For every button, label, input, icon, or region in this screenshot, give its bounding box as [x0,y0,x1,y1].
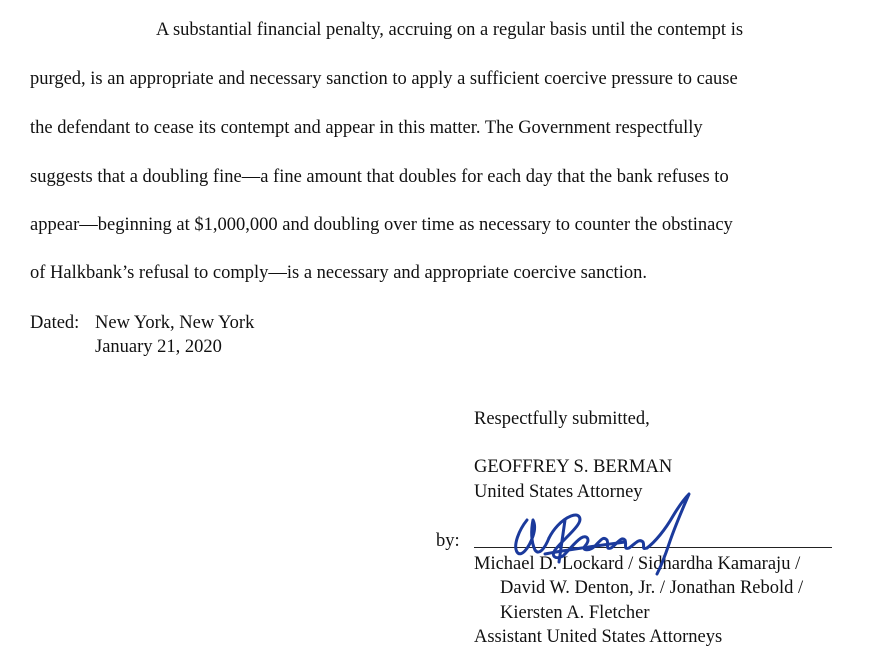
dated-place: New York, New York [95,313,255,333]
signer-line-3: Kiersten A. Fletcher [500,603,650,623]
signer-line-1: Michael D. Lockard / Sidhardha Kamaraju / [474,554,801,574]
paragraph-line-5: appear—beginning at $1,000,000 and doubling over time as necessary to counter the obstinacy [30,215,733,235]
signer-line-2: David W. Denton, Jr. / Jonathan Rebold / [500,578,804,598]
paragraph-line-1: A substantial financial penalty, accruing on a regular basis until the contempt is [156,20,744,40]
closing-text: Respectfully submitted, [474,409,650,429]
attorney-name: GEOFFREY S. BERMAN [474,457,673,477]
paragraph-line-6: of Halkbank’s refusal to comply—is a necessary and appropriate coercive sanction. [30,263,647,283]
dated-date: January 21, 2020 [95,337,222,357]
paragraph-line-2: purged, is an appropriate and necessary sanction to apply a sufficient coercive pressure to cause [30,69,738,89]
attorney-title: United States Attorney [474,482,643,502]
dated-label: Dated: [30,313,80,333]
paragraph-line-4: suggests that a doubling fine—a fine amount that doubles for each day that the bank refuses to [30,167,729,187]
signer-title: Assistant United States Attorneys [474,627,723,647]
signature-line [474,547,832,548]
paragraph-line-3: the defendant to cease its contempt and appear in this matter. The Government respectfully [30,118,703,138]
by-label: by: [436,531,460,551]
